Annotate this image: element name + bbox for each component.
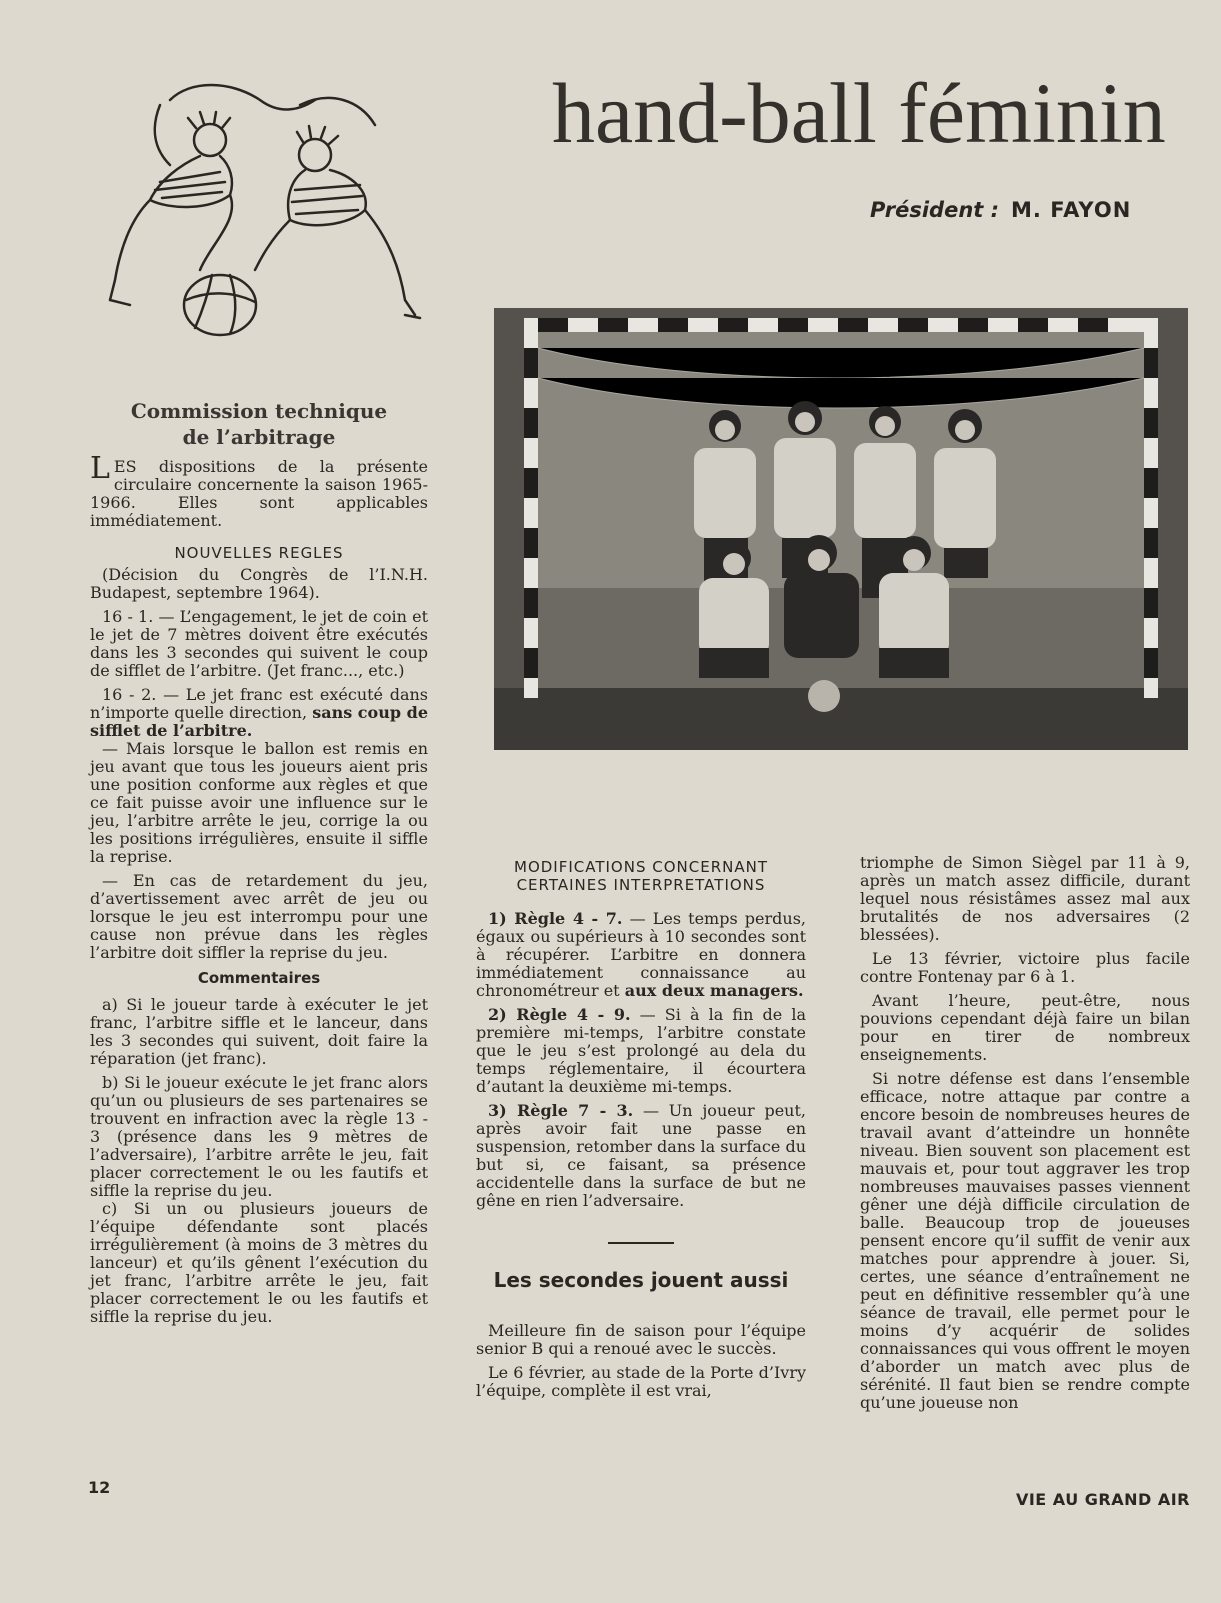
- left-column: [90, 398, 428, 1332]
- commission-heading-line2: de l’arbitrage: [182, 425, 336, 449]
- secondes-paragraph-1: Meilleure fin de saison pour l’équipe senior B qui a renoué avec le succès.: [476, 1321, 806, 1358]
- intro-dropcap: L: [90, 451, 110, 486]
- intro-paragraph: [90, 451, 428, 530]
- secondes-heading: Les secondes jouent aussi: [493, 1268, 789, 1292]
- rule-16-2-text: 16 - 2. — Le jet franc est exécuté dans n’importe quelle direction,: [90, 685, 428, 722]
- right-column: [860, 854, 1190, 1418]
- team-photo: [494, 308, 1188, 750]
- regle-7-3-label: 3) Règle 7 - 3.: [488, 1101, 634, 1120]
- right-paragraph-4: Si notre défense est dans l’ensemble efficace, notre attaque par contre a encore besoin de nombreuses heures de travail avant d’atteindre un honnête niveau. Bien souvent son placement est mauvais et, pour tout aggraver les trop nombreuses mauvaises passes viennent gêner une déjà difficile circulation de balle. Beaucoup trop de joueuses pensent encore qu’il suffit de venir aux matches pour apprendre à jouer. Si, certes, une séance d’entraînement ne peut en définitive ressembler qu’à une séance de travail, elle permet pour le moins d’y acquérir de solides connaissances qui vous offrent le moyen d’aborder un match avec plus de sérénité. Il faut bien se rendre compte qu’une joueuse non: [860, 1069, 1190, 1412]
- intro-text: ES dispositions de la présente circulaire concernente la saison 1965-1966. Elles sont applicables immédiatement.: [90, 457, 428, 530]
- comment-a: a) Si le joueur tarde à exécuter le jet franc, l’arbitre siffle et le lanceur, dans les 3 secondes qui suivent, doit faire la réparation (jet franc).: [90, 995, 428, 1068]
- middle-column: [476, 858, 806, 1406]
- regle-4-7-label: 1) Règle 4 - 7.: [488, 909, 623, 928]
- modifications-heading-line2: CERTAINES INTERPRETATIONS: [516, 876, 766, 894]
- regle-4-9-text: — Si à la fin de la première mi-temps, l’arbitre constate que le jeu s’est prolongé au dela du temps réglementaire, il écourtera d’autant la deuxième mi-temps.: [476, 1005, 806, 1096]
- magazine-name: VIE AU GRAND AIR: [1015, 1490, 1190, 1509]
- rule-16-2-bold: sans coup de sifflet de l’arbitre.: [90, 703, 429, 740]
- president-name: M. FAYON: [1011, 198, 1132, 222]
- rule-16-2-retard: — En cas de retardement du jeu, d’avertissement avec arrêt de jeu ou lorsque le jeu est interrompu pour une cause non prévue dans les règles l’arbitre doit siffler la reprise du jeu.: [90, 871, 428, 962]
- nouvelles-regles-heading: NOUVELLES REGLES: [174, 544, 344, 562]
- commentaires-heading: Commentaires: [197, 969, 321, 987]
- comment-b: b) Si le joueur exécute le jet franc alors qu’un ou plusieurs de ses partenaires se trouvent en infraction avec la règle 13 - 3 (présence dans les 9 mètres de l’adversaire), l’arbitre arrête le jeu, fait placer correctement le ou les fautifs et siffle la reprise du jeu.: [90, 1073, 428, 1200]
- page-title: hand-ball féminin: [552, 65, 1166, 161]
- right-paragraph-1: triomphe de Simon Siègel par 11 à 9, après un match assez difficile, durant lequel nous résistâmes assez mal aux brutalités de nos adversaires (2 blessées).: [860, 853, 1190, 944]
- comment-c: c) Si un ou plusieurs joueurs de l’équipe défendante sont placés irrégulièrement (à moins de 3 mètres du lanceur) et qu’ils gênent l’exécution du jet franc, l’arbitre arrête le jeu, fait placer correctement le ou les fautifs et siffle la reprise du jeu.: [90, 1199, 428, 1326]
- regle-4-7-bold: aux deux managers.: [624, 981, 804, 1000]
- page-number: 12: [88, 1478, 111, 1497]
- modifications-heading-line1: MODIFICATIONS CONCERNANT: [514, 858, 768, 876]
- rule-16-1: 16 - 1. — L’engagement, le jet de coin et le jet de 7 mètres doivent être exécutés dans les 3 secondes qui suivent le coup de sifflet de l’arbitre. (Jet franc..., etc.): [90, 607, 428, 680]
- regle-4-7-text: — Les temps perdus, égaux ou supérieurs à 10 secondes sont à récupérer. L’arbitre en donnera immédiatement connaissance au chronométreur et: [476, 909, 806, 1000]
- regle-4-9-label: 2) Règle 4 - 9.: [488, 1005, 631, 1024]
- right-paragraph-3: Avant l’heure, peut-être, nous pouvions cependant déjà faire un bilan pour en tirer de nombreux enseignements.: [860, 991, 1190, 1064]
- secondes-paragraph-2: Le 6 février, au stade de la Porte d’Ivry l’équipe, complète il est vrai,: [476, 1363, 806, 1400]
- decision-text: (Décision du Congrès de l’I.N.H. Budapest, septembre 1964).: [90, 565, 428, 602]
- commission-heading-line1: Commission technique: [130, 399, 388, 423]
- regle-7-3-text: — Un joueur peut, après avoir fait une passe en suspension, retomber dans la surface du but si, ce faisant, sa présence accidentelle dans la surface de but ne gêne en rien l’adversaire.: [476, 1101, 806, 1210]
- rule-16-2: [90, 686, 428, 740]
- regle-7-3: [476, 1102, 806, 1210]
- regle-4-9: [476, 1006, 806, 1096]
- handball-players-illustration: [100, 70, 440, 340]
- president-label: Président :: [870, 198, 1000, 222]
- regle-4-7: [476, 910, 806, 1000]
- right-paragraph-2: Le 13 février, victoire plus facile contre Fontenay par 6 à 1.: [860, 949, 1190, 986]
- rule-16-2-mais: — Mais lorsque le ballon est remis en jeu avant que tous les joueurs aient pris une position conforme aux règles et que ce fait puisse avoir une influence sur le jeu, l’arbitre arrête le jeu, corrige la ou les positions irrégulières, ensuite il siffle la reprise.: [90, 739, 428, 866]
- president-line: [870, 193, 1200, 227]
